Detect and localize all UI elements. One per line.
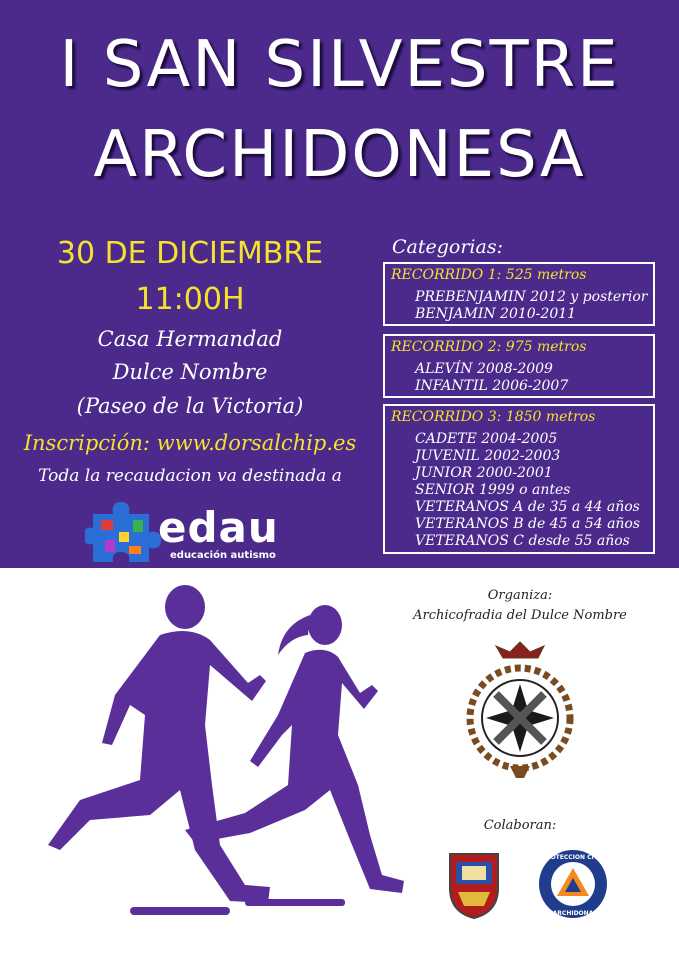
- route-header: RECORRIDO 2: 975 metros: [391, 339, 587, 355]
- runners-silhouette-icon: [20, 585, 410, 940]
- event-place-line3: (Paseo de la Victoria): [76, 394, 304, 418]
- route-box-1: [383, 262, 655, 326]
- poster-title-line2: ARCHIDONESA: [93, 118, 586, 192]
- categories-heading: Categorias:: [392, 236, 503, 258]
- archicofradia-crest-icon: [458, 640, 583, 785]
- route-category: VETERANOS C desde 55 años: [415, 533, 630, 549]
- poster-title-line1: I SAN SILVESTRE: [59, 28, 620, 102]
- route-header: RECORRIDO 1: 525 metros: [391, 267, 587, 283]
- collaborators-label: Colaboran:: [483, 818, 557, 833]
- route-box-3: [383, 404, 655, 554]
- edau-logo-text: edau: [158, 503, 279, 552]
- route-category: BENJAMIN 2010-2011: [415, 306, 577, 322]
- route-category: CADETE 2004-2005: [415, 431, 558, 447]
- event-time: 11:00H: [135, 282, 245, 317]
- edau-logo-subtitle: educación autismo: [170, 550, 276, 561]
- badge-top-text: PROTECCION CIVIL: [541, 854, 605, 861]
- organizer-name: Archicofradia del Dulce Nombre: [413, 608, 627, 623]
- proteccion-civil-badge-icon: [537, 848, 609, 920]
- route-category: JUVENIL 2002-2003: [415, 448, 561, 464]
- event-date: 30 DE DICIEMBRE: [56, 236, 324, 271]
- route-category: SENIOR 1999 o antes: [415, 482, 571, 498]
- inscription-link[interactable]: Inscripción: www.dorsalchip.es: [23, 431, 357, 455]
- badge-bottom-text: ARCHIDONA: [552, 910, 594, 917]
- event-place-line2: Dulce Nombre: [112, 360, 268, 384]
- route-header: RECORRIDO 3: 1850 metros: [391, 409, 596, 425]
- route-category: INFANTIL 2006-2007: [415, 378, 569, 394]
- route-category: PREBENJAMIN 2012 y posterior: [415, 289, 648, 305]
- destination-text: Toda la recaudacion va destinada a: [38, 466, 342, 486]
- route-category: JUNIOR 2000-2001: [415, 465, 553, 481]
- route-category: VETERANOS A de 35 a 44 años: [415, 499, 640, 515]
- route-category: ALEVÍN 2008-2009: [415, 361, 553, 377]
- archidona-coat-of-arms-icon: [446, 848, 502, 920]
- route-box-2: [383, 334, 655, 398]
- organizer-label: Organiza:: [487, 588, 553, 603]
- route-category: VETERANOS B de 45 a 54 años: [415, 516, 641, 532]
- event-place-line1: Casa Hermandad: [97, 327, 283, 351]
